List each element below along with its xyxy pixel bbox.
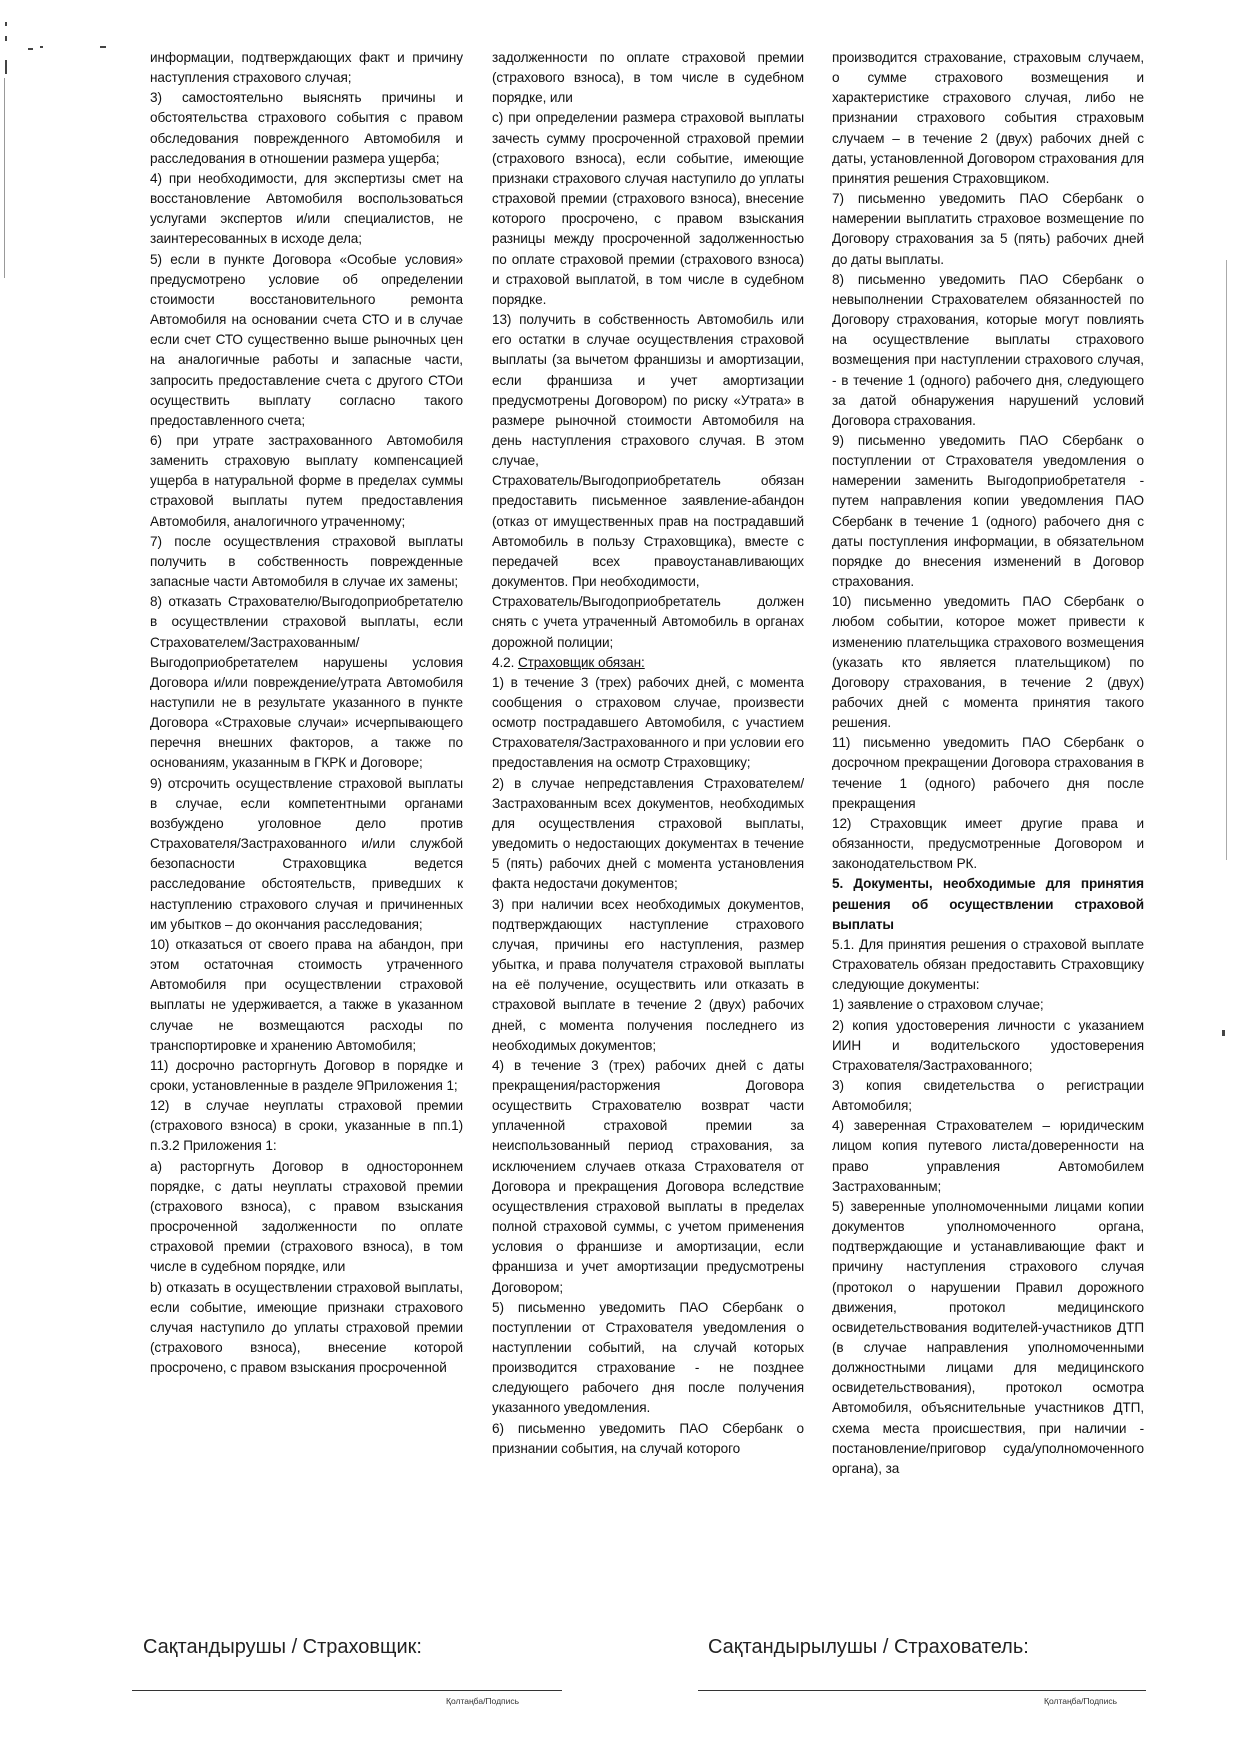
scan-artifact	[1226, 260, 1227, 860]
paragraph: b) отказать в осуществлении страховой выплаты, если событие, имеющие признаки страхового случая наступило до уплаты страховой премии (страхового взноса), внесение которой просрочено, с правом взыскания просроченной	[150, 1279, 463, 1376]
paragraph: 8) отказать Страхователю/Выгодоприобретателю в осуществлении страховой выплаты, если Страхователем/Застрахованным/Выгодоприобретателем нарушены условия Договора и/или повреждение/утрата Автомобиля наступили не в результате указанного в пункте Договора «Страховые случаи» исчерпывающего перечня внешних факторов, а также по основаниям, указанным в ГКРК и Договоре;	[150, 594, 463, 771]
paragraph: 2) копия удостоверения личности с указанием ИИН и водительского удостоверения Страхователя/Застрахованного;	[832, 1017, 1144, 1073]
paragraph: 4) при необходимости, для экспертизы смет на восстановление Автомобиля воспользоваться услугами экспертов и/или специалистов, не заинтересованных в исходе дела;	[150, 170, 463, 247]
paragraph: с) при определении размера страховой выплаты зачесть сумму просроченной страховой премии (страхового взноса), если событие, имеющие признаки страхового случая наступило до уплаты страховой премии (страхового взноса), внесение которого просрочено, с правом взыскания разницы между просроченной задолженностью по оплате страховой премии (страхового взноса) и страховой выплатой, в том числе в судебном порядке.	[492, 110, 804, 307]
section-heading-text: Страховщик обязан:	[517, 654, 645, 670]
scan-artifact	[40, 46, 43, 48]
paragraph: производится страхование, страховым случаем, о сумме страхового возмещения и характеристике страхового случая, либо не признании страхового события страховым случаем – в течение 2 (двух) рабочих дней с даты, установленной Договором страхования для принятия решения Страховщиком.	[832, 50, 1144, 186]
section-heading: 5. Документы, необходимые для принятия решения об осуществлении страховой выплаты	[832, 876, 1144, 932]
paragraph: 10) отказаться от своего права на абандон, при этом остаточная стоимость утраченного Автомобиля при осуществлении страховой выплаты не удерживается, а также в указанном случае не возмещаются расходы по транспортировке и хранению Автомобиля;	[150, 936, 463, 1053]
paragraph: 3) при наличии всех необходимых документов, подтверждающих наступление страхового случая, причины его наступления, размер убытка, и права получателя страховой выплаты на её получение, осуществить или отказать в страховой выплате в течение 2 (двух) рабочих дней, с момента получения последнего из необходимых документов;	[492, 896, 804, 1053]
text-column-left	[150, 48, 463, 1618]
text-column-middle	[492, 48, 804, 1618]
paragraph: 9) письменно уведомить ПАО Сбербанк о поступлении от Страхователя уведомления о намерении заменить Выгодоприобретателя - путем направления копии уведомления ПАО Сбербанк в течение 1 (одного) рабочего дня с даты поступления информации, в обязательном порядке до внесения изменений в Договор страхования.	[832, 432, 1144, 590]
section-heading	[492, 653, 804, 673]
paragraph: 4) в течение 3 (трех) рабочих дней с даты прекращения/расторжения Договора осуществить Страхователю возврат части уплаченной страховой премии за неиспользованный период страхования, за исключением случаев отказа Страхователя от Договора и прекращения Договора вследствие осуществления страховой выплаты в пределах полной страховой суммы, с учетом применения условия о франшизе и амортизации, если франшиза и учет амортизации предусмотрены Договором;	[492, 1057, 804, 1295]
paragraph: 10) письменно уведомить ПАО Сбербанк о любом событии, которое может привести к изменению плательщика страхового возмещения (указать кто является плательщиком) по Договору страхования, в течение 2 (двух) рабочих дней с момента принятия такого решения.	[832, 594, 1144, 731]
paragraph: 11) досрочно расторгнуть Договор в порядке и сроки, установленные в разделе 9Приложения 1;	[150, 1057, 463, 1093]
paragraph: 7) письменно уведомить ПАО Сбербанк о намерении выплатить страховое возмещение по Договору страхования за 5 (пять) рабочих дней до даты выплаты.	[832, 191, 1144, 267]
text-column-right	[832, 48, 1144, 1618]
section-number: 4.2.	[492, 654, 518, 670]
paragraph: 1) заявление о страховом случае;	[832, 997, 1044, 1013]
paragraph: информации, подтверждающих факт и причину наступления страхового случая;	[150, 50, 463, 86]
insurer-signature-line	[132, 1690, 562, 1691]
paragraph: задолженности по оплате страховой премии (страхового взноса), в том числе в судебном порядке, или	[492, 50, 804, 106]
paragraph: 5) письменно уведомить ПАО Сбербанк о поступлении от Страхователя уведомления о наступлении событий, на случай которых производится страхование - не позднее следующего рабочего дня после получения указанного уведомления.	[492, 1299, 804, 1416]
paragraph: 5) если в пункте Договора «Особые условия» предусмотрено условие об определении стоимости восстановительного ремонта Автомобиля на основании счета СТО и в случае если счет СТО существенно выше рыночных цен на аналогичные работы и запасные части, запросить предоставление счета с другого СТОи осуществить выплату согласно такого предоставленного счета;	[150, 251, 463, 428]
scan-artifact	[4, 78, 5, 278]
paragraph: 5) заверенные уполномоченными лицами копии документов уполномоченного органа, подтверждающие и устанавливающие факт и причину наступления страхового случая (протокол о нарушении Правил дорожного движения, протокол медицинского освидетельствования водителей-участников ДТП (в случае направления уполномоченными должностными лицами для медицинского освидетельствования), протокол осмотра Автомобиля, объяснительные участников ДТП, схема места происшествия, при наличии - постановление/приговор суда/уполномоченного органа), за	[832, 1198, 1144, 1476]
scan-artifact	[1222, 1030, 1225, 1036]
paragraph: 13) получить в собственность Автомобиль или его остатки в случае осуществления страховой выплаты (за вычетом франшизы и амортизации, если франшиза и учет амортизации предусмотрены Договором) по риску «Утрата» в размере рыночной стоимости Автомобиля на день наступления страхового случая. В этом случае,	[492, 312, 804, 469]
scan-artifact	[5, 22, 7, 26]
scan-artifact	[100, 46, 106, 48]
paragraph: 5.1. Для принятия решения о страховой выплате Страхователь обязан предоставить Страховщику следующие документы:	[832, 936, 1144, 993]
paragraph: 12) Страховщик имеет другие права и обязанности, предусмотренные Договором и законодательством РК.	[832, 815, 1144, 872]
policyholder-signature-caption: Қолтаңба/Подпись	[1044, 1696, 1118, 1706]
policyholder-signature-line	[698, 1690, 1146, 1691]
scan-artifact	[28, 48, 33, 50]
paragraph: Страхователь/Выгодоприобретатель обязан предоставить письменное заявление-абандон (отказ от имущественных прав на пострадавший Автомобиль в пользу Страховщика), вместе с передачей всех правоустанавливающих документов. При необходимости,	[492, 473, 804, 590]
paragraph: 8) письменно уведомить ПАО Сбербанк о невыполнении Страхователем обязанностей по Договору страхования, которые могут повлиять на осуществление выплаты страхового возмещения при наступлении страхового случая, - в течение 1 (одного) рабочего дня, следующего за датой обнаружения нарушений условий Договора страхования.	[832, 271, 1144, 428]
insurer-signature-label: Сақтандырушы / Страховщик:	[143, 1636, 422, 1658]
paragraph: а) расторгнуть Договор в одностороннем порядке, с даты неуплаты страховой премии (страхового взноса), с правом взыскания просроченной задолженности по оплате страховой премии (страхового взноса), в том числе в судебном порядке, или	[150, 1158, 463, 1275]
paragraph: 2) в случае непредставления Страхователем/Застрахованным всех документов, необходимых для осуществления страховой выплаты, уведомить о недостающих документах в течение 5 (пять) рабочих дней с момента установления факта недостачи документов;	[492, 775, 804, 892]
paragraph: 1) в течение 3 (трех) рабочих дней, с момента сообщения о страховом случае, произвести осмотр пострадавшего Автомобиля, с участием Страхователя/Застрахованного и при условии его предоставления на осмотр Страховщику;	[492, 674, 804, 771]
paragraph: 7) после осуществления страховой выплаты получить в собственность поврежденные запасные части Автомобиля в случае их замены;	[150, 533, 463, 590]
paragraph: 9) отсрочить осуществление страховой выплаты в случае, если компетентными органами возбуждено уголовное дело против Страхователя/Застрахованного и/или службой безопасности Страховщика ведется расследование обстоятельств, приведших к наступлению страхового случая и причиненных им убытков – до окончания расследования;	[150, 775, 463, 932]
paragraph: 6) письменно уведомить ПАО Сбербанк о признании события, на случай которого	[492, 1420, 804, 1456]
paragraph: 3) копия свидетельства о регистрации Автомобиля;	[832, 1077, 1144, 1114]
paragraph: 6) при утрате застрахованного Автомобиля заменить страховую выплату компенсацией ущерба в натуральной форме в пределах суммы страховой выплаты путем предоставления Автомобиля, аналогичного утраченному;	[150, 432, 463, 529]
paragraph: Страхователь/Выгодоприобретатель должен снять с учета утраченный Автомобиль в органах дорожной полиции;	[492, 594, 804, 650]
paragraph: 4) заверенная Страхователем – юридическим лицом копия путевого листа/доверенности на право управления Автомобилем Застрахованным;	[832, 1118, 1144, 1194]
policyholder-signature-label: Сақтандырылушы / Страхователь:	[708, 1636, 1029, 1658]
paragraph: 3) самостоятельно выяснять причины и обстоятельства страхового события с правом обследования поврежденного Автомобиля и расследования в отношении размера ущерба;	[150, 90, 463, 166]
paragraph: 11) письменно уведомить ПАО Сбербанк о досрочном прекращении Договора страхования в течение 1 (одного) рабочего дня после прекращения	[832, 735, 1144, 811]
scan-artifact	[5, 36, 7, 41]
scan-artifact	[5, 60, 7, 74]
insurer-signature-caption: Қолтаңба/Подпись	[446, 1696, 520, 1706]
paragraph: 12) в случае неуплаты страховой премии (страхового взноса) в сроки, указанные в пп.1) п.3.2 Приложения 1:	[150, 1098, 463, 1154]
